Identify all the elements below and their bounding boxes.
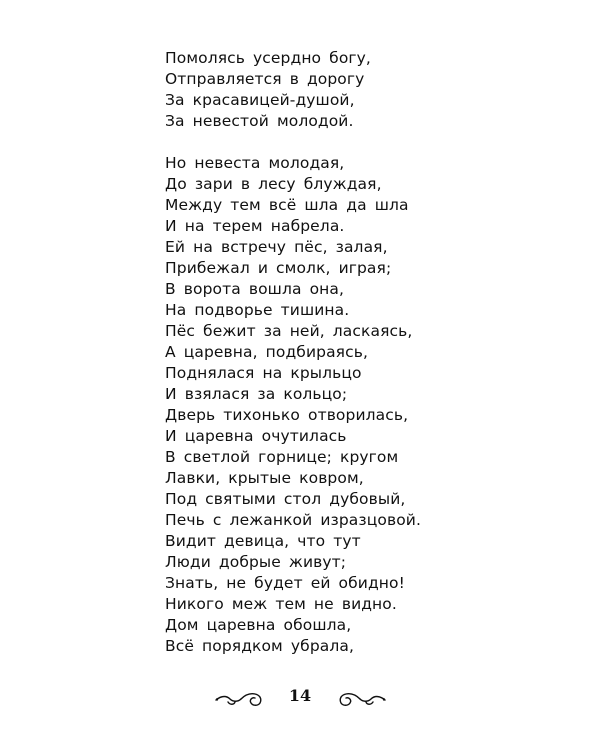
page-number: 14: [288, 686, 312, 705]
poem-line: И царевна очутилась: [165, 427, 347, 445]
poem-line: До зари в лесу блуждая,: [165, 175, 382, 193]
poem-line: Дом царевна обошла,: [165, 616, 352, 634]
poem-line: За невестой молодой.: [165, 112, 354, 130]
page-footer: [0, 678, 600, 718]
poem-line: И на терем набрела.: [165, 217, 345, 235]
poem-line: Пёс бежит за ней, ласкаясь,: [165, 322, 413, 340]
poem-line: Лавки, крытые ковром,: [165, 469, 364, 487]
poem-line: Между тем всё шла да шла: [165, 196, 409, 214]
poem-line: В ворота вошла она,: [165, 280, 345, 298]
flourish-right-icon: [337, 684, 387, 714]
poem-line: Люди добрые живут;: [165, 553, 347, 571]
poem-line: А царевна, подбираясь,: [165, 343, 368, 361]
poem-line: Никого меж тем не видно.: [165, 595, 397, 613]
poem-line: Поднялася на крыльцо: [165, 364, 362, 382]
stanza-1: [165, 48, 371, 132]
stanza-2: [165, 153, 421, 657]
poem-line: Всё порядком убрала,: [165, 637, 354, 655]
poem-line: Видит девица, что тут: [165, 532, 361, 550]
poem-line: Ей на встречу пёс, залая,: [165, 238, 388, 256]
poem-line: Печь с лежанкой изразцовой.: [165, 511, 421, 529]
poem-line: И взялася за кольцо;: [165, 385, 348, 403]
poem-line: В светлой горнице; кругом: [165, 448, 399, 466]
poem-line: Знать, не будет ей обидно!: [165, 574, 405, 592]
poem-line: Дверь тихонько отворилась,: [165, 406, 409, 424]
poem-line: Отправляется в дорогу: [165, 70, 365, 88]
flourish-left-icon: [214, 684, 264, 714]
poem-line: За красавицей-душой,: [165, 91, 355, 109]
poem-line: Под святыми стол дубовый,: [165, 490, 406, 508]
poem-line: Прибежал и смолк, играя;: [165, 259, 392, 277]
poem-line: Но невеста молодая,: [165, 154, 345, 172]
poem-line: Помолясь усердно богу,: [165, 49, 371, 67]
poem-line: На подворье тишина.: [165, 301, 350, 319]
